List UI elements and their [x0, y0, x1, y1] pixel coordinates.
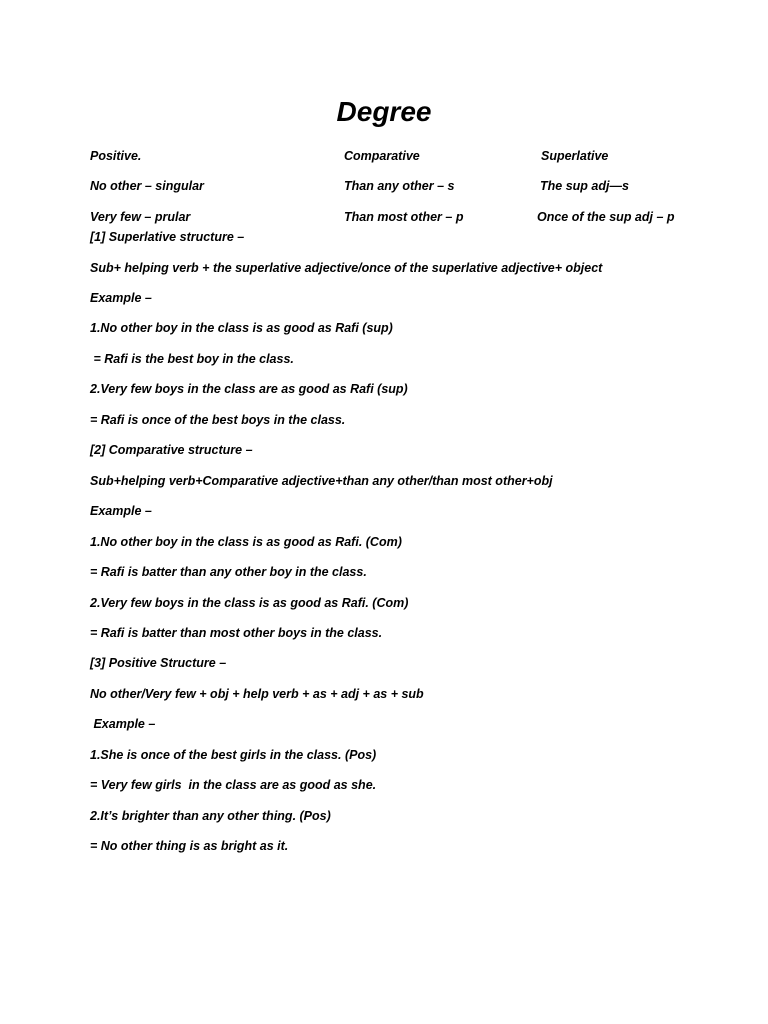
example-sentence: 2.Very few boys in the class are as good as Rafi (sup)	[90, 382, 408, 396]
table-header-superlative: Superlative	[541, 149, 609, 163]
example-answer: = Rafi is batter than most other boys in the class.	[90, 626, 383, 640]
structure-formula: Sub+helping verb+Comparative adjective+than any other/than most other+obj	[90, 474, 553, 488]
structure-formula: No other/Very few + obj + help verb + as + adj + as + sub	[90, 687, 424, 701]
section-heading: [3] Positive Structure –	[90, 656, 227, 670]
document-title: Degree	[336, 96, 432, 127]
example-answer: = No other thing is as bright as it.	[90, 839, 289, 853]
example-answer: = Rafi is once of the best boys in the class.	[90, 413, 346, 427]
table-cell: Than any other – s	[344, 179, 455, 193]
example-label: Example –	[90, 717, 156, 731]
structure-formula: Sub+ helping verb + the superlative adjective/once of the superlative adjective+ object	[90, 261, 603, 275]
table-cell: No other – singular	[90, 179, 204, 193]
section-heading: [2] Comparative structure –	[90, 443, 253, 457]
example-sentence: 2.It’s brighter than any other thing. (Pos)	[90, 809, 331, 823]
table-cell: Than most other – p	[344, 210, 464, 224]
example-label: Example –	[90, 291, 152, 305]
example-answer: = Rafi is the best boy in the class.	[90, 352, 294, 366]
section-heading: [1] Superlative structure –	[90, 230, 245, 244]
example-label: Example –	[90, 504, 152, 518]
example-answer: = Very few girls in the class are as good as she.	[90, 778, 377, 792]
table-cell: The sup adj—s	[540, 179, 629, 193]
example-sentence: 1.No other boy in the class is as good as Rafi. (Com)	[90, 535, 402, 549]
example-sentence: 1.No other boy in the class is as good as Rafi (sup)	[90, 321, 393, 335]
example-sentence: 1.She is once of the best girls in the class. (Pos)	[90, 748, 377, 762]
table-header-comparative: Comparative	[344, 149, 420, 163]
table-cell: Very few – prular	[90, 210, 191, 224]
example-sentence: 2.Very few boys in the class is as good as Rafi. (Com)	[90, 596, 409, 610]
table-header-positive: Positive.	[90, 149, 142, 163]
example-answer: = Rafi is batter than any other boy in the class.	[90, 565, 367, 579]
table-cell: Once of the sup adj – p	[537, 210, 675, 224]
